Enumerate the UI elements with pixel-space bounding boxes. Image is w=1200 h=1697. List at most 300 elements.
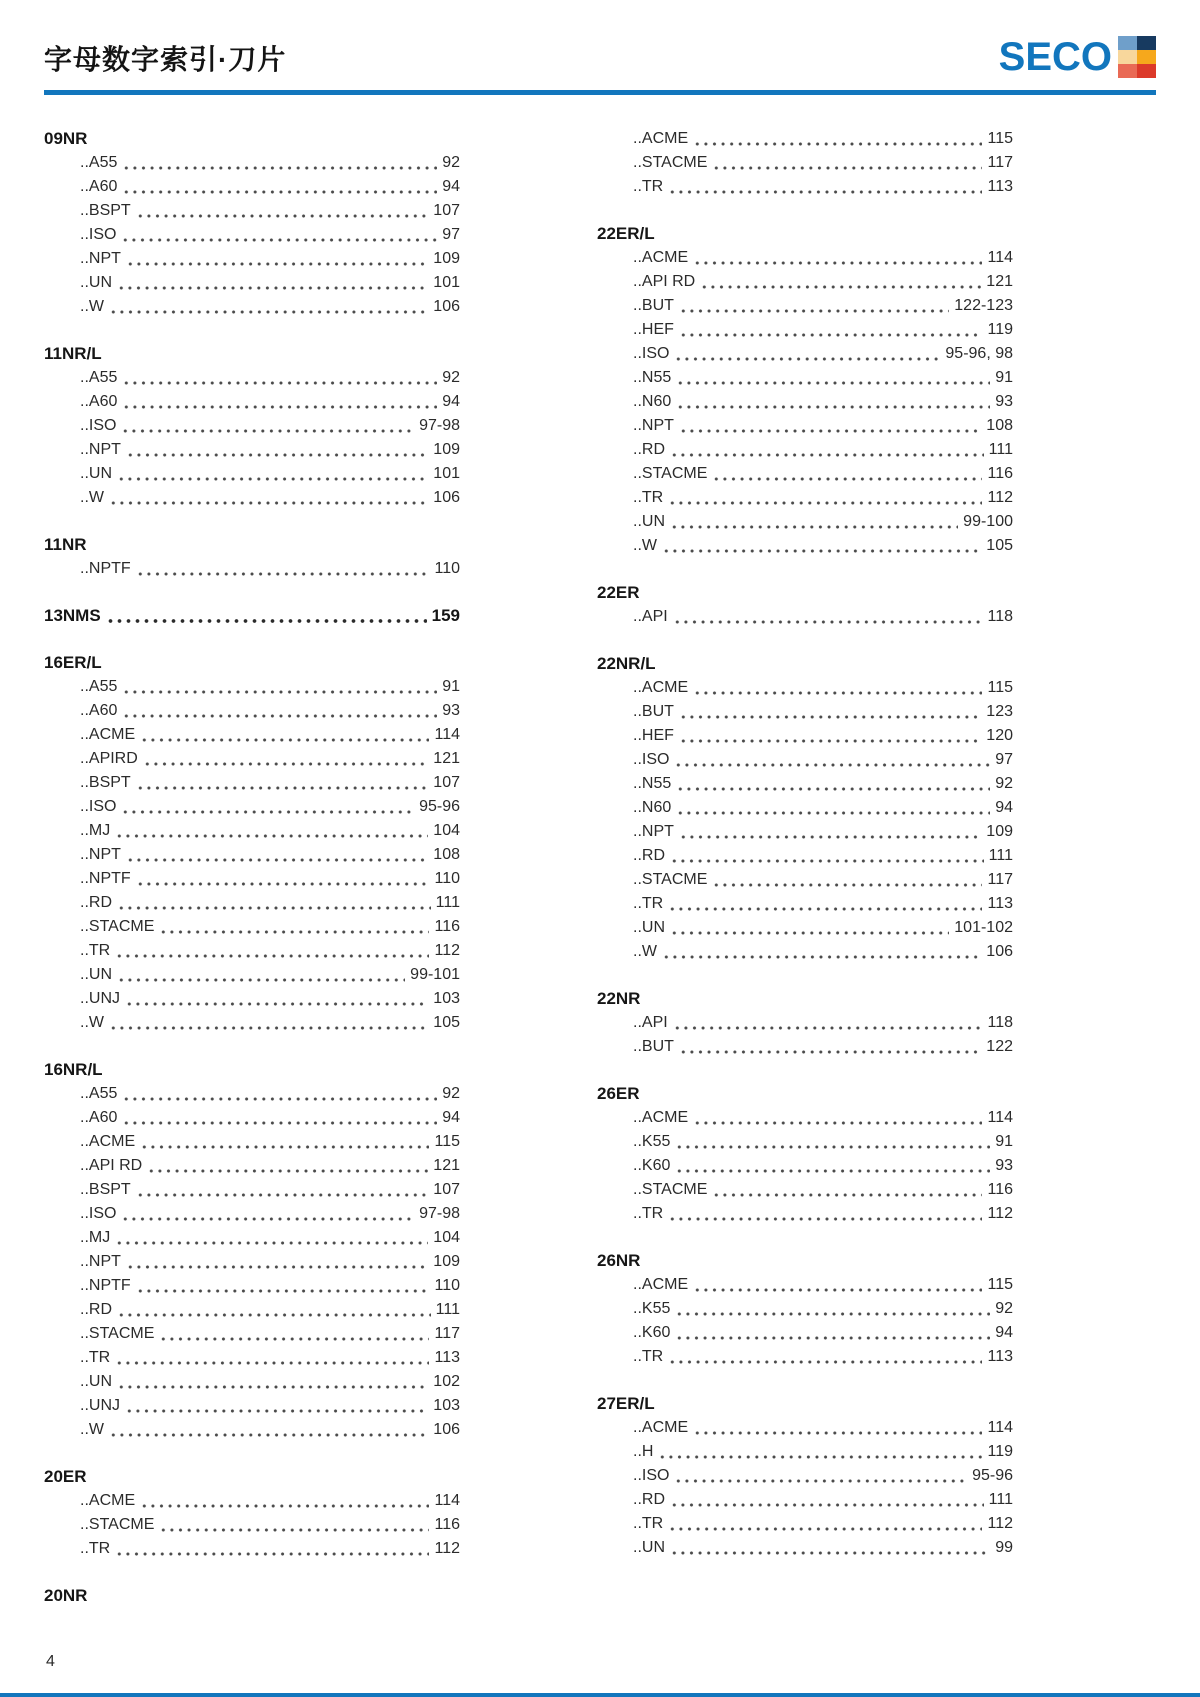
entry-page: 93 xyxy=(995,393,1013,410)
index-entry xyxy=(597,151,1013,175)
index-section xyxy=(597,987,1013,1059)
dot-leader xyxy=(122,1121,437,1125)
entry-page: 107 xyxy=(433,202,460,219)
index-entry xyxy=(44,486,460,510)
entry-label: ..H xyxy=(633,1443,654,1460)
entry-label: ..STACME xyxy=(80,918,155,935)
header-rule xyxy=(44,90,1156,95)
entry-page: 107 xyxy=(433,774,460,791)
index-entry xyxy=(597,916,1013,940)
entry-label: ..STACME xyxy=(633,154,708,171)
entry-page: 111 xyxy=(988,847,1013,864)
index-entry xyxy=(44,891,460,915)
index-entry xyxy=(44,1178,460,1202)
dot-leader xyxy=(122,405,437,409)
dot-leader xyxy=(117,1385,428,1389)
dot-leader xyxy=(679,429,981,433)
entry-label: ..ACME xyxy=(633,679,689,696)
index-entry xyxy=(597,892,1013,916)
index-entry xyxy=(44,771,460,795)
index-entry xyxy=(44,366,460,390)
dot-leader xyxy=(712,166,982,170)
dot-leader xyxy=(121,238,437,242)
index-entry xyxy=(597,414,1013,438)
dot-leader xyxy=(679,1050,981,1054)
dot-leader xyxy=(712,1193,982,1197)
dot-leader xyxy=(670,931,949,935)
index-entry xyxy=(44,414,460,438)
entry-label: ..STACME xyxy=(633,465,708,482)
index-entry xyxy=(44,939,460,963)
dot-leader xyxy=(122,1097,437,1101)
entry-page: 106 xyxy=(433,489,460,506)
index-entry xyxy=(597,438,1013,462)
entry-page: 122-123 xyxy=(954,297,1013,314)
index-entry xyxy=(597,342,1013,366)
dot-leader xyxy=(140,1504,429,1508)
dot-leader xyxy=(693,1121,982,1125)
index-section xyxy=(597,1392,1013,1560)
entry-label: ..W xyxy=(80,1014,104,1031)
entry-label: ..HEF xyxy=(633,321,674,338)
entry-page: 105 xyxy=(433,1014,460,1031)
entry-page: 113 xyxy=(434,1349,460,1366)
entry-label: ..A55 xyxy=(80,678,118,695)
entry-page: 114 xyxy=(434,726,460,743)
entry-page: 116 xyxy=(987,465,1013,482)
dot-leader xyxy=(676,811,990,815)
entry-page: 93 xyxy=(442,702,460,719)
logo-color-cell xyxy=(1137,36,1156,50)
dot-leader xyxy=(117,286,428,290)
section-title: 16ER/L xyxy=(44,653,102,672)
entry-label: ..UN xyxy=(80,1373,112,1390)
entry-label: ..RD xyxy=(80,1301,112,1318)
index-entry xyxy=(597,820,1013,844)
index-entry xyxy=(44,1394,460,1418)
entry-label: ..ISO xyxy=(633,1467,670,1484)
entry-label: ..NPT xyxy=(80,846,121,863)
index-entry xyxy=(44,604,460,628)
index-entry xyxy=(44,557,460,581)
index-section xyxy=(44,604,460,628)
dot-leader xyxy=(125,1409,428,1413)
entry-label: ..RD xyxy=(80,894,112,911)
index-entry xyxy=(44,1346,460,1370)
entry-page: 117 xyxy=(987,871,1013,888)
entry-label: ..N60 xyxy=(633,393,672,410)
dot-leader xyxy=(676,787,990,791)
entry-label: ..ACME xyxy=(633,1276,689,1293)
index-entry xyxy=(597,1202,1013,1226)
entry-page: 97 xyxy=(995,751,1013,768)
entry-label: 13NMS xyxy=(44,606,101,625)
index-entry xyxy=(44,747,460,771)
entry-page: 94 xyxy=(442,1109,460,1126)
entry-label: ..BUT xyxy=(633,703,674,720)
index-entry xyxy=(597,700,1013,724)
entry-label: ..API RD xyxy=(633,273,696,290)
entry-page: 94 xyxy=(995,1324,1013,1341)
dot-leader xyxy=(115,834,428,838)
logo-color-cell xyxy=(1137,64,1156,78)
entry-label: ..NPT xyxy=(80,1253,121,1270)
entry-page: 97-98 xyxy=(419,1205,460,1222)
index-entry xyxy=(597,796,1013,820)
entry-page: 112 xyxy=(434,942,460,959)
entry-label: ..ACME xyxy=(633,249,689,266)
entry-label: ..W xyxy=(633,943,657,960)
logo-color-cell xyxy=(1118,64,1137,78)
dot-leader xyxy=(693,691,982,695)
index-entry xyxy=(44,1082,460,1106)
dot-leader xyxy=(674,1479,967,1483)
dot-leader xyxy=(147,1169,428,1173)
index-entry xyxy=(44,1322,460,1346)
dot-leader xyxy=(679,309,949,313)
entry-label: ..ACME xyxy=(80,1492,136,1509)
entry-label: ..A55 xyxy=(80,154,118,171)
index-entry xyxy=(44,843,460,867)
index-entry xyxy=(44,223,460,247)
dot-leader xyxy=(125,1002,428,1006)
entry-page: 111 xyxy=(435,894,460,911)
entry-page: 108 xyxy=(433,846,460,863)
dot-leader xyxy=(679,739,981,743)
entry-label: ..ACME xyxy=(80,1133,136,1150)
index-entry xyxy=(44,699,460,723)
entry-label: ..BUT xyxy=(633,1038,674,1055)
entry-label: ..K55 xyxy=(633,1300,671,1317)
index-entry xyxy=(44,819,460,843)
dot-leader xyxy=(109,310,428,314)
dot-leader xyxy=(159,1528,429,1532)
dot-leader xyxy=(676,381,990,385)
index-entry xyxy=(597,1440,1013,1464)
entry-page: 114 xyxy=(434,1492,460,1509)
dot-leader xyxy=(679,333,983,337)
index-section xyxy=(44,1584,460,1608)
entry-page: 122 xyxy=(986,1038,1013,1055)
index-section xyxy=(597,127,1013,199)
entry-label: ..TR xyxy=(633,489,664,506)
dot-leader xyxy=(136,1193,429,1197)
dot-leader xyxy=(679,715,981,719)
index-section xyxy=(44,1465,460,1561)
entry-label: ..ISO xyxy=(633,751,670,768)
entry-page: 92 xyxy=(995,775,1013,792)
entry-page: 113 xyxy=(987,178,1013,195)
entry-label: ..UN xyxy=(80,274,112,291)
index-section xyxy=(597,1082,1013,1226)
index-entry xyxy=(597,270,1013,294)
dot-leader xyxy=(115,1241,428,1245)
dot-leader xyxy=(122,690,437,694)
index-entry xyxy=(44,1250,460,1274)
index-section xyxy=(44,342,460,510)
entry-label: ..NPT xyxy=(80,250,121,267)
entry-page: 103 xyxy=(433,1397,460,1414)
section-title: 11NR xyxy=(44,535,87,554)
seco-logo xyxy=(999,36,1156,78)
entry-page: 113 xyxy=(987,895,1013,912)
entry-page: 109 xyxy=(986,823,1013,840)
index-section xyxy=(44,533,460,581)
index-entry xyxy=(44,963,460,987)
entry-page: 109 xyxy=(433,250,460,267)
entry-label: ..UN xyxy=(80,966,112,983)
index-entry xyxy=(44,462,460,486)
entry-page: 117 xyxy=(434,1325,460,1342)
dot-leader xyxy=(117,477,428,481)
index-entry xyxy=(44,1537,460,1561)
entry-page: 119 xyxy=(987,1443,1013,1460)
index-entry xyxy=(597,1512,1013,1536)
entry-label: ..NPTF xyxy=(80,1277,131,1294)
index-entry xyxy=(597,1154,1013,1178)
entry-page: 113 xyxy=(987,1348,1013,1365)
dot-leader xyxy=(670,1551,990,1555)
entry-label: ..TR xyxy=(80,942,111,959)
index-section xyxy=(597,222,1013,558)
index-entry xyxy=(44,1274,460,1298)
section-title: 22ER xyxy=(597,583,640,602)
dot-leader xyxy=(668,501,982,505)
dot-leader xyxy=(136,1289,430,1293)
dot-leader xyxy=(670,859,984,863)
entry-page: 118 xyxy=(987,1014,1013,1031)
index-entry xyxy=(597,1178,1013,1202)
entry-label: ..RD xyxy=(633,441,665,458)
entry-page: 111 xyxy=(988,441,1013,458)
entry-page: 115 xyxy=(987,130,1013,147)
dot-leader xyxy=(676,405,990,409)
dot-leader xyxy=(674,763,990,767)
dot-leader xyxy=(126,453,428,457)
index-section xyxy=(597,1249,1013,1369)
dot-leader xyxy=(126,262,428,266)
section-title: 26ER xyxy=(597,1084,640,1103)
dot-leader xyxy=(693,1288,982,1292)
index-entry xyxy=(44,1418,460,1442)
dot-leader xyxy=(136,214,429,218)
entry-label: ..N60 xyxy=(633,799,672,816)
dot-leader xyxy=(140,1145,429,1149)
index-entry xyxy=(597,1035,1013,1059)
index-entry xyxy=(44,867,460,891)
index-entry xyxy=(597,1297,1013,1321)
entry-page: 95-96 xyxy=(419,798,460,815)
bottom-rule xyxy=(0,1693,1200,1697)
dot-leader xyxy=(670,1503,984,1507)
entry-label: ..NPT xyxy=(80,441,121,458)
entry-label: ..K55 xyxy=(633,1133,671,1150)
entry-page: 106 xyxy=(433,298,460,315)
index-entry xyxy=(44,1202,460,1226)
index-entry xyxy=(44,1106,460,1130)
index-entry xyxy=(44,1011,460,1035)
index-entry xyxy=(44,199,460,223)
entry-label: ..STACME xyxy=(80,1325,155,1342)
entry-page: 110 xyxy=(434,870,460,887)
dot-leader xyxy=(693,1431,982,1435)
dot-leader xyxy=(693,142,982,146)
entry-label: ..UN xyxy=(633,919,665,936)
index-entry xyxy=(44,1226,460,1250)
logo-color-cell xyxy=(1118,50,1137,64)
dot-leader xyxy=(693,261,982,265)
entry-page: 106 xyxy=(433,1421,460,1438)
entry-page: 94 xyxy=(442,178,460,195)
dot-leader xyxy=(122,381,437,385)
logo-color-cell xyxy=(1137,50,1156,64)
entry-label: ..TR xyxy=(633,895,664,912)
section-title: 09NR xyxy=(44,129,88,148)
index-section xyxy=(597,581,1013,629)
entry-label: ..UN xyxy=(80,465,112,482)
index-entry xyxy=(597,1106,1013,1130)
entry-page: 112 xyxy=(987,1515,1013,1532)
entry-page: 120 xyxy=(986,727,1013,744)
entry-label: ..UN xyxy=(633,513,665,530)
index-columns xyxy=(44,127,1156,1631)
entry-page: 101 xyxy=(433,274,460,291)
entry-page: 94 xyxy=(995,799,1013,816)
dot-leader xyxy=(674,357,940,361)
index-entry xyxy=(597,534,1013,558)
page-title: 字母数字索引·刀片 xyxy=(44,44,287,75)
entry-page: 115 xyxy=(987,1276,1013,1293)
index-entry xyxy=(44,795,460,819)
index-entry xyxy=(44,1489,460,1513)
dot-leader xyxy=(675,1312,990,1316)
index-entry xyxy=(597,1321,1013,1345)
entry-label: ..NPTF xyxy=(80,560,131,577)
entry-page: 116 xyxy=(434,1516,460,1533)
index-entry xyxy=(44,675,460,699)
entry-page: 121 xyxy=(986,273,1013,290)
dot-leader xyxy=(658,1455,982,1459)
entry-page: 93 xyxy=(995,1157,1013,1174)
index-entry xyxy=(597,748,1013,772)
index-entry xyxy=(44,1130,460,1154)
dot-leader xyxy=(136,786,429,790)
entry-page: 114 xyxy=(987,1419,1013,1436)
entry-page: 111 xyxy=(435,1301,460,1318)
page-header xyxy=(44,0,1156,78)
entry-label: ..W xyxy=(80,489,104,506)
entry-label: ..MJ xyxy=(80,822,111,839)
section-title: 27ER/L xyxy=(597,1394,655,1413)
index-entry xyxy=(44,295,460,319)
entry-page: 91 xyxy=(995,369,1013,386)
entry-page: 110 xyxy=(434,560,460,577)
index-entry xyxy=(597,1130,1013,1154)
entry-page: 117 xyxy=(987,154,1013,171)
column-right xyxy=(597,127,1013,1631)
entry-page: 115 xyxy=(434,1133,460,1150)
entry-label: ..API xyxy=(633,608,668,625)
entry-page: 101-102 xyxy=(954,919,1013,936)
dot-leader xyxy=(126,1265,428,1269)
entry-label: ..W xyxy=(633,537,657,554)
entry-label: ..ACME xyxy=(633,1419,689,1436)
index-entry xyxy=(44,1370,460,1394)
dot-leader xyxy=(679,835,981,839)
dot-leader xyxy=(121,1217,414,1221)
entry-page: 91 xyxy=(995,1133,1013,1150)
entry-label: ..TR xyxy=(633,178,664,195)
entry-label: ..A60 xyxy=(80,393,118,410)
entry-label: ..BUT xyxy=(633,297,674,314)
dot-leader xyxy=(106,619,427,623)
entry-label: ..K60 xyxy=(633,1157,671,1174)
entry-page: 112 xyxy=(434,1540,460,1557)
index-entry xyxy=(44,151,460,175)
entry-page: 99-101 xyxy=(410,966,460,983)
index-entry xyxy=(597,1273,1013,1297)
dot-leader xyxy=(122,166,437,170)
dot-leader xyxy=(136,572,430,576)
entry-page: 118 xyxy=(987,608,1013,625)
entry-label: ..RD xyxy=(633,847,665,864)
index-entry xyxy=(597,1488,1013,1512)
dot-leader xyxy=(662,955,981,959)
entry-label: ..ISO xyxy=(80,798,117,815)
entry-page: 159 xyxy=(431,606,460,625)
entry-page: 94 xyxy=(442,393,460,410)
section-title: 16NR/L xyxy=(44,1060,103,1079)
entry-page: 114 xyxy=(987,249,1013,266)
index-entry xyxy=(597,676,1013,700)
entry-page: 107 xyxy=(433,1181,460,1198)
entry-page: 92 xyxy=(995,1300,1013,1317)
entry-label: ..BSPT xyxy=(80,1181,131,1198)
dot-leader xyxy=(673,620,983,624)
index-entry xyxy=(597,175,1013,199)
dot-leader xyxy=(668,1360,982,1364)
entry-page: 99-100 xyxy=(963,513,1013,530)
entry-page: 109 xyxy=(433,1253,460,1270)
section-title: 26NR xyxy=(597,1251,641,1270)
entry-label: ..N55 xyxy=(633,369,672,386)
entry-label: ..ISO xyxy=(80,226,117,243)
dot-leader xyxy=(670,453,984,457)
dot-leader xyxy=(675,1169,990,1173)
dot-leader xyxy=(159,930,429,934)
entry-page: 92 xyxy=(442,369,460,386)
index-entry xyxy=(44,987,460,1011)
dot-leader xyxy=(115,954,429,958)
entry-page: 95-96 xyxy=(972,1467,1013,1484)
entry-page: 95-96, 98 xyxy=(945,345,1013,362)
entry-page: 108 xyxy=(986,417,1013,434)
section-title: 11NR/L xyxy=(44,344,102,363)
dot-leader xyxy=(662,549,981,553)
entry-label: ..N55 xyxy=(633,775,672,792)
index-entry xyxy=(597,1345,1013,1369)
dot-leader xyxy=(712,883,982,887)
entry-page: 121 xyxy=(433,750,460,767)
entry-page: 104 xyxy=(433,822,460,839)
dot-leader xyxy=(668,1217,982,1221)
index-entry xyxy=(597,1416,1013,1440)
entry-label: ..BSPT xyxy=(80,202,131,219)
index-entry xyxy=(597,1011,1013,1035)
entry-label: ..UN xyxy=(633,1539,665,1556)
index-entry xyxy=(597,868,1013,892)
dot-leader xyxy=(117,906,431,910)
